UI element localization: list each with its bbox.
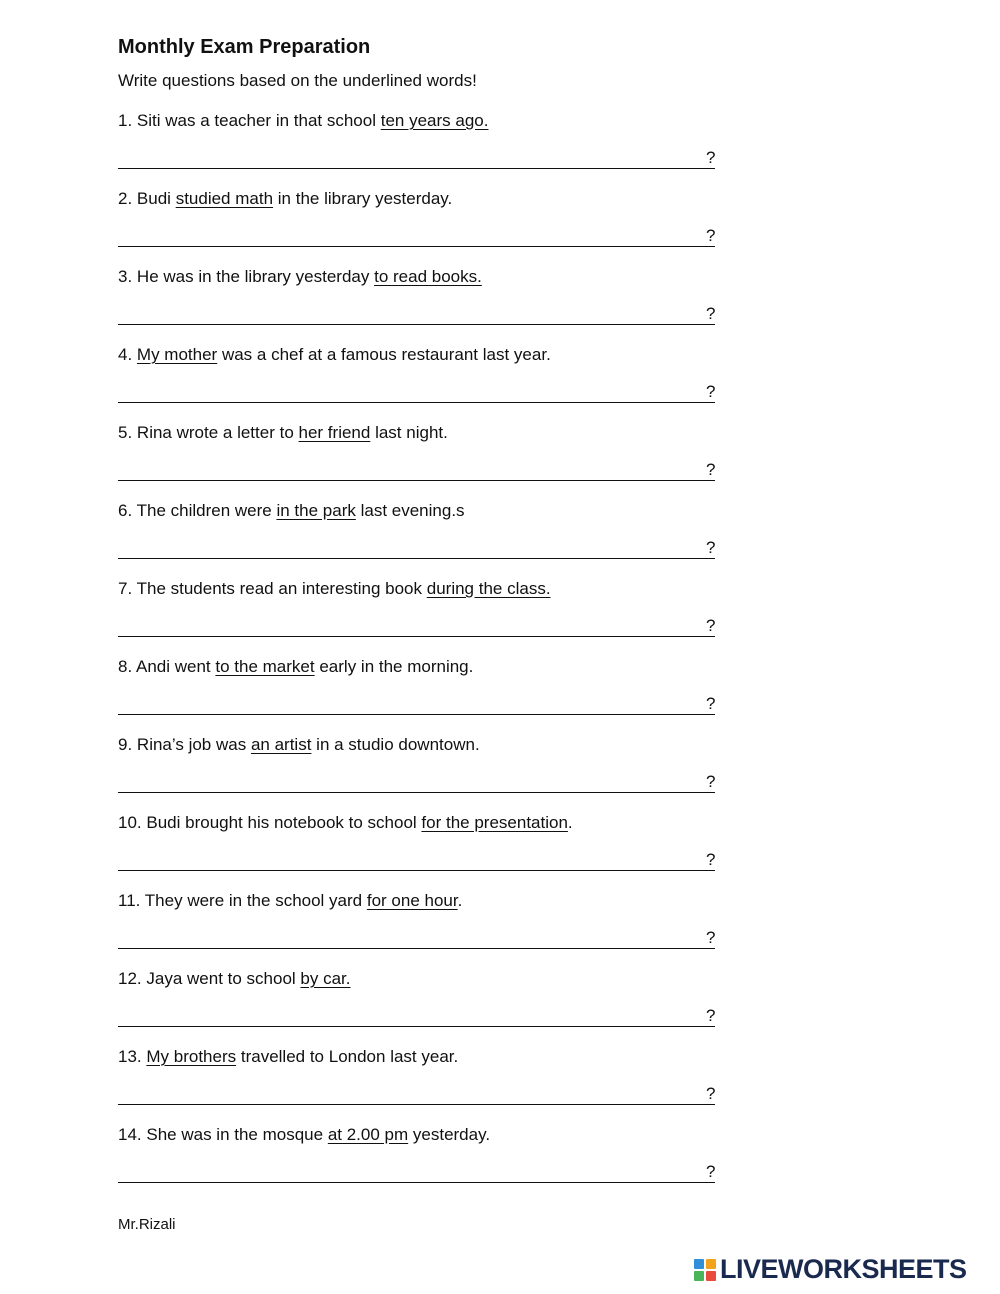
question-text	[118, 1045, 718, 1069]
underlined-phrase: studied math	[175, 189, 274, 208]
answer-line	[118, 402, 715, 403]
question-text	[118, 655, 718, 679]
underlined-phrase: her friend	[298, 423, 371, 442]
question-text	[118, 499, 718, 523]
question-text-after: yesterday.	[412, 1125, 491, 1144]
question-text-after: in the library yesterday.	[277, 189, 453, 208]
question-mark: ?	[706, 850, 716, 869]
underlined-phrase: at 2.00 pm	[327, 1125, 409, 1144]
answer-input[interactable]	[118, 225, 698, 245]
answer-input[interactable]	[118, 459, 698, 479]
question-mark: ?	[706, 928, 716, 947]
question-text-after: .	[567, 813, 573, 832]
answer-input[interactable]	[118, 147, 698, 167]
question-item	[118, 265, 718, 327]
question-text-before: Andi went	[135, 657, 211, 676]
question-text-before: Rina wrote a letter to	[136, 423, 294, 442]
question-item	[118, 889, 718, 951]
question-text-after: in a studio downtown.	[316, 735, 480, 754]
question-mark: ?	[706, 1006, 716, 1025]
question-text	[118, 1123, 718, 1147]
answer-row	[118, 225, 718, 249]
question-text	[118, 109, 718, 133]
question-text	[118, 733, 718, 757]
question-item	[118, 499, 718, 561]
underlined-phrase: in the park	[276, 501, 356, 520]
answer-line	[118, 714, 715, 715]
underlined-phrase: during the class.	[426, 579, 551, 598]
question-text	[118, 421, 718, 445]
underlined-phrase: to the market	[215, 657, 315, 676]
answer-line	[118, 168, 715, 169]
question-text-before: Jaya went to school	[146, 969, 296, 988]
logo-square-3	[694, 1271, 704, 1281]
question-text	[118, 811, 718, 835]
answer-line	[118, 1182, 715, 1183]
answer-row	[118, 1005, 718, 1029]
question-text-after: last night.	[375, 423, 448, 442]
question-item	[118, 577, 718, 639]
underlined-phrase: to read books.	[374, 267, 482, 286]
answer-input[interactable]	[118, 849, 698, 869]
author-name: Mr.Rizali	[118, 1216, 176, 1233]
liveworksheets-logo-icon	[694, 1259, 716, 1281]
question-item	[118, 811, 718, 873]
answer-line	[118, 1026, 715, 1027]
answer-input[interactable]	[118, 615, 698, 635]
question-text-before: Budi	[136, 189, 171, 208]
answer-input[interactable]	[118, 771, 698, 791]
question-number: 9.	[118, 735, 133, 754]
answer-row	[118, 147, 718, 171]
question-mark: ?	[706, 382, 716, 401]
question-item	[118, 187, 718, 249]
question-number: 1.	[118, 111, 133, 130]
answer-row	[118, 459, 718, 483]
question-mark: ?	[706, 148, 716, 167]
answer-input[interactable]	[118, 1161, 698, 1181]
answer-row	[118, 381, 718, 405]
question-text-after: .	[457, 891, 463, 910]
question-mark: ?	[706, 460, 716, 479]
question-number: 7.	[118, 579, 133, 598]
underlined-phrase: My brothers	[146, 1047, 237, 1066]
answer-row	[118, 927, 718, 951]
underlined-phrase: an artist	[250, 735, 312, 754]
answer-row	[118, 537, 718, 561]
question-number: 12.	[118, 969, 142, 988]
question-number: 6.	[118, 501, 133, 520]
question-text-after: travelled to London last year.	[240, 1047, 459, 1066]
answer-line	[118, 870, 715, 871]
question-number: 13.	[118, 1047, 142, 1066]
answer-line	[118, 246, 715, 247]
answer-line	[118, 948, 715, 949]
answer-line	[118, 1104, 715, 1105]
underlined-phrase: for one hour	[366, 891, 458, 910]
liveworksheets-brand[interactable]	[694, 1254, 967, 1285]
question-item	[118, 343, 718, 405]
answer-row	[118, 771, 718, 795]
question-text-after: was a chef at a famous restaurant last year.	[221, 345, 551, 364]
answer-line	[118, 480, 715, 481]
question-item	[118, 109, 718, 171]
question-number: 14.	[118, 1125, 142, 1144]
question-text-after: last evening.s	[360, 501, 465, 520]
question-mark: ?	[706, 694, 716, 713]
question-mark: ?	[706, 1084, 716, 1103]
answer-line	[118, 792, 715, 793]
question-item	[118, 1123, 718, 1185]
answer-line	[118, 636, 715, 637]
question-text-before: She was in the mosque	[146, 1125, 324, 1144]
answer-line	[118, 558, 715, 559]
question-text-before: They were in the school yard	[144, 891, 363, 910]
question-text	[118, 343, 718, 367]
question-mark: ?	[706, 616, 716, 635]
answer-line	[118, 324, 715, 325]
question-text-before: The children were	[136, 501, 272, 520]
question-text	[118, 967, 718, 991]
answer-input[interactable]	[118, 693, 698, 713]
answer-row	[118, 693, 718, 717]
question-number: 10.	[118, 813, 142, 832]
question-item	[118, 655, 718, 717]
question-text-before: Budi brought his notebook to school	[146, 813, 417, 832]
answer-input[interactable]	[118, 303, 698, 323]
logo-square-1	[694, 1259, 704, 1269]
question-number: 11.	[118, 891, 141, 910]
question-text-before: Rina’s job was	[136, 735, 247, 754]
question-number: 8.	[118, 657, 133, 676]
question-number: 4.	[118, 345, 133, 364]
page-title: Monthly Exam Preparation	[118, 36, 371, 58]
question-text	[118, 187, 718, 211]
brand-name: LIVEWORKSHEETS	[720, 1254, 967, 1284]
question-text-before: Siti was a teacher in that school	[136, 111, 376, 130]
answer-row	[118, 1083, 718, 1107]
question-item	[118, 733, 718, 795]
answer-input[interactable]	[118, 927, 698, 947]
underlined-phrase: for the presentation	[421, 813, 568, 832]
question-text-after: early in the morning.	[319, 657, 474, 676]
answer-input[interactable]	[118, 537, 698, 557]
answer-input[interactable]	[118, 1005, 698, 1025]
question-item	[118, 421, 718, 483]
question-text	[118, 889, 718, 913]
logo-square-4	[706, 1271, 716, 1281]
answer-row	[118, 849, 718, 873]
question-mark: ?	[706, 226, 716, 245]
answer-row	[118, 303, 718, 327]
question-number: 5.	[118, 423, 133, 442]
question-text	[118, 577, 718, 601]
underlined-phrase: ten years ago.	[380, 111, 489, 130]
question-mark: ?	[706, 304, 716, 323]
answer-row	[118, 615, 718, 639]
question-number: 3.	[118, 267, 133, 286]
question-mark: ?	[706, 1162, 716, 1181]
underlined-phrase: by car.	[300, 969, 351, 988]
question-item	[118, 967, 718, 1029]
answer-input[interactable]	[118, 1083, 698, 1103]
question-number: 2.	[118, 189, 133, 208]
question-mark: ?	[706, 772, 716, 791]
answer-row	[118, 1161, 718, 1185]
underlined-phrase: My mother	[136, 345, 218, 364]
question-text	[118, 265, 718, 289]
question-text-before: He was in the library yesterday	[136, 267, 370, 286]
answer-input[interactable]	[118, 381, 698, 401]
question-mark: ?	[706, 538, 716, 557]
question-item	[118, 1045, 718, 1107]
instruction-text: Write questions based on the underlined words!	[118, 71, 477, 90]
logo-square-2	[706, 1259, 716, 1269]
question-text-before: The students read an interesting book	[136, 579, 423, 598]
